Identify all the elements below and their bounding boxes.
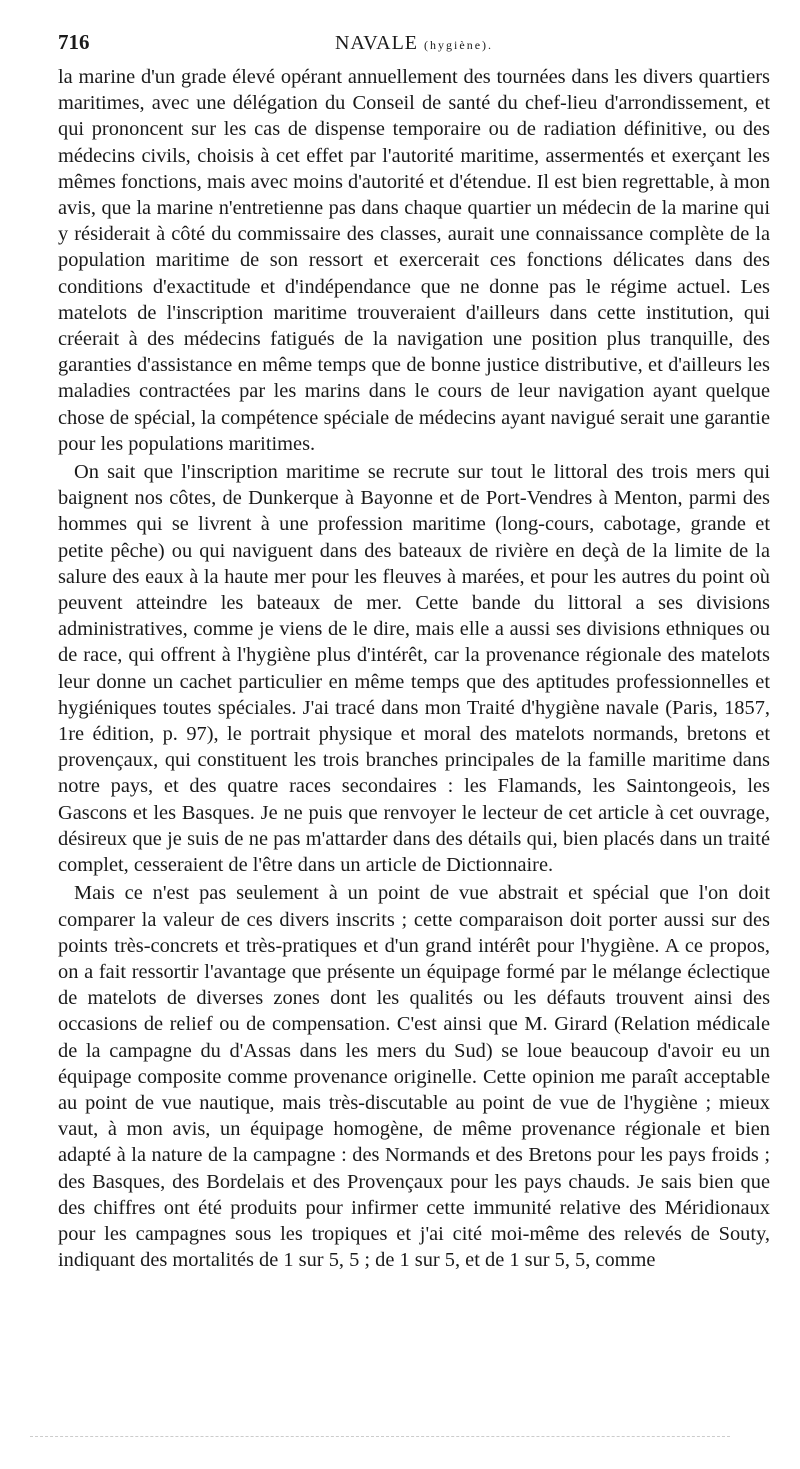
paragraph-3: Mais ce n'est pas seulement à un point de vue abstrait et spécial que l'on doit comparer la valeur de ces divers inscrits ; cette comparaison doit porter aussi sur des points très-concrets et très-pratiques et d'un grand intérêt pour l'hygiène. A ce propos, on a fait ressortir l'avantage que présente un équipage formé par le mélange éclectique de matelots de diverses zones dont les qualités ou les défauts trouvent ainsi des occasions de relief ou de compensation. C'est ainsi que M. Girard (Relation médicale de la campagne du d'Assas dans les mers du Sud) se loue beaucoup d'avoir eu un équipage composite comme provenance originelle. Cette opinion me paraît acceptable au point de vue nautique, mais très-discutable au point de vue de l'hygiène ; mieux vaut, à mon avis, un équipage homogène, de même provenance régionale et bien adapté à la nature de la campagne : des Normands et des Bretons pour les pays froids ; des Basques, des Bordelais et des Provençaux pour les pays chauds. Je sais bien que des chiffres ont été produits pour infirmer cette immunité relative des Méridionaux pour les campagnes sous les tropiques et j'ai cité moi-même des relevés de Souty, indiquant des mortalités de 1 sur 5, 5 ; de 1 sur 5, et de 1 sur 5, 5, comme bbox=[58, 882, 770, 1272]
page-number: 716 bbox=[58, 30, 90, 54]
running-title-sub: (hygiène). bbox=[424, 38, 494, 52]
running-title bbox=[58, 32, 770, 55]
footer-rule bbox=[30, 1436, 730, 1437]
running-title-main: NAVALE bbox=[334, 32, 419, 54]
document-page bbox=[58, 30, 770, 1273]
paragraph-1: la marine d'un grade élevé opérant annuellement des tournées dans les divers quartiers maritimes, avec une délégation du Conseil de santé du chef-lieu d'arrondissement, et qui prononcent sur les cas de dispense temporaire ou de radiation définitive, ou des médecins civils, choisis à cet effet par l'autorité maritime, assermentés et exerçant les mêmes fonctions, mais avec moins d'autorité et d'étendue. Il est bien regrettable, à mon avis, que la marine n'entretienne pas dans chaque quartier un médecin de la marine qui y résiderait à côté du commissaire des classes, aurait une connaissance complète de la population maritime de son ressort et exercerait ces fonctions délicates dans des conditions d'exactitude et d'indépendance que ne donne pas le régime actuel. Les matelots de l'inscription maritime trouveraient d'ailleurs dans cette institution, qui créerait à des médecins fatigués de la navigation une position plus tranquille, des garanties d'assistance en même temps que de bonne justice distributive, et d'ailleurs les maladies contractées par les marins dans le cours de leur navigation ayant quelque chose de spécial, la compétence spéciale de médecins ayant navigué serait une garantie pour les populations maritimes. bbox=[58, 66, 770, 455]
page-header bbox=[58, 30, 770, 64]
body-text bbox=[58, 64, 770, 1273]
paragraph-2: On sait que l'inscription maritime se recrute sur tout le littoral des trois mers qui baignent nos côtes, de Dunkerque à Bayonne et de Port-Vendres à Menton, parmi des hommes qui se livrent à une profession maritime (long-cours, cabotage, grande et petite pêche) ou qui naviguent dans des bateaux de rivière en deçà de la limite de la salure des eaux à la haute mer pour les fleuves à marées, et pour les autres du point où peuvent atteindre les bateaux de mer. Cette bande du littoral a ses divisions administratives, comme je viens de le dire, mais elle a aussi ses divisions ethniques ou de race, qui offrent à l'hygiène plus d'intérêt, car la provenance régionale des matelots leur donne un cachet particulier en même temps que des aptitudes professionnelles et hygiéniques toutes spéciales. J'ai tracé dans mon Traité d'hygiène navale (Paris, 1857, 1re édition, p. 97), le portrait physique et moral des matelots normands, bretons et provençaux, qui constituent les trois branches principales de la famille maritime dans notre pays, et des quatre races secondaires : les Flamands, les Saintongeois, les Gascons et les Basques. Je ne puis que renvoyer le lecteur de cet article à cet ouvrage, désireux que je suis de ne pas m'attarder dans des détails qui, bien placés dans un traité complet, cesseraient de l'être dans un article de Dictionnaire. bbox=[58, 461, 770, 877]
